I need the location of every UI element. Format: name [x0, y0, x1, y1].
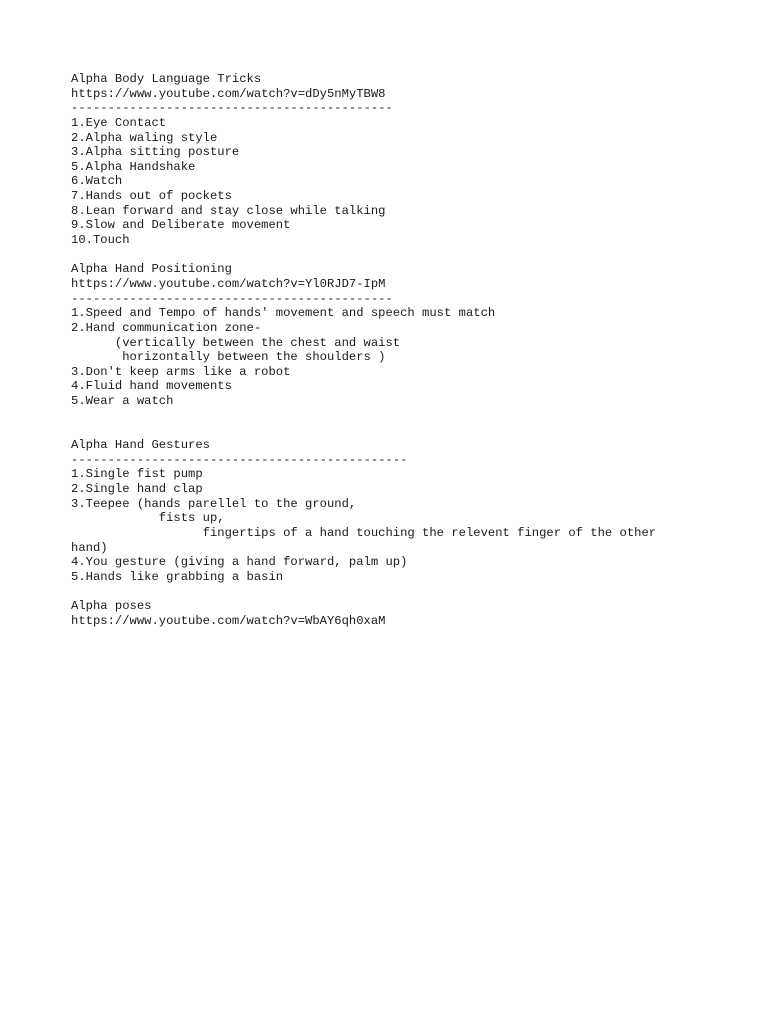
list-item: (vertically between the chest and waist [71, 335, 401, 350]
blank-line [71, 409, 751, 438]
list-item: 2.Hand communication zone- [71, 320, 262, 335]
list-item: 5.Hands like grabbing a basin [71, 569, 284, 584]
list-item: 10.Touch [71, 233, 130, 248]
section-body-language [71, 72, 751, 248]
list-item: fingertips of a hand touching the relevent finger of the other [71, 525, 657, 540]
list-item: 5.Alpha Handshake [71, 159, 196, 174]
list-item: hand) [71, 540, 108, 555]
list-item: 7.Hands out of pockets [71, 189, 232, 204]
video-link[interactable]: https://www.youtube.com/watch?v=Yl0RJD7-IpM [71, 276, 386, 291]
list-item: 4.Fluid hand movements [71, 379, 232, 394]
list-item: 3.Teepee (hands parellel to the ground, [71, 496, 357, 511]
divider: ---------------------------------------------- [71, 452, 408, 467]
list-item: 9.Slow and Deliberate movement [71, 218, 291, 233]
divider: -------------------------------------------- [71, 101, 393, 116]
list-item: fists up, [71, 511, 225, 526]
divider: -------------------------------------------- [71, 291, 393, 306]
blank-line [71, 584, 751, 599]
list-item: 5.Wear a watch [71, 394, 174, 409]
list-item: 3.Don't keep arms like a robot [71, 364, 291, 379]
list-item: 4.You gesture (giving a hand forward, palm up) [71, 555, 408, 570]
list-item: 3.Alpha sitting posture [71, 145, 240, 160]
list-item: horizontally between the shoulders ) [71, 350, 386, 365]
document-page [71, 72, 751, 628]
video-link[interactable]: https://www.youtube.com/watch?v=dDy5nMyTBW8 [71, 86, 386, 101]
list-item: 8.Lean forward and stay close while talking [71, 203, 386, 218]
list-item: 1.Single fist pump [71, 467, 203, 482]
list-item: 2.Single hand clap [71, 481, 203, 496]
list-item: 2.Alpha waling style [71, 130, 218, 145]
section-hand-positioning [71, 262, 751, 408]
section-poses [71, 599, 751, 628]
section-title: Alpha Body Language Tricks [71, 72, 262, 86]
video-link[interactable]: https://www.youtube.com/watch?v=WbAY6qh0xaM [71, 613, 386, 628]
list-item: 1.Speed and Tempo of hands' movement and speech must match [71, 306, 496, 321]
section-title: Alpha poses [71, 599, 152, 614]
blank-line [71, 248, 751, 263]
list-item: 6.Watch [71, 174, 123, 189]
section-title: Alpha Hand Gestures [71, 438, 210, 453]
section-title: Alpha Hand Positioning [71, 262, 232, 277]
section-hand-gestures [71, 438, 751, 584]
list-item: 1.Eye Contact [71, 115, 167, 130]
